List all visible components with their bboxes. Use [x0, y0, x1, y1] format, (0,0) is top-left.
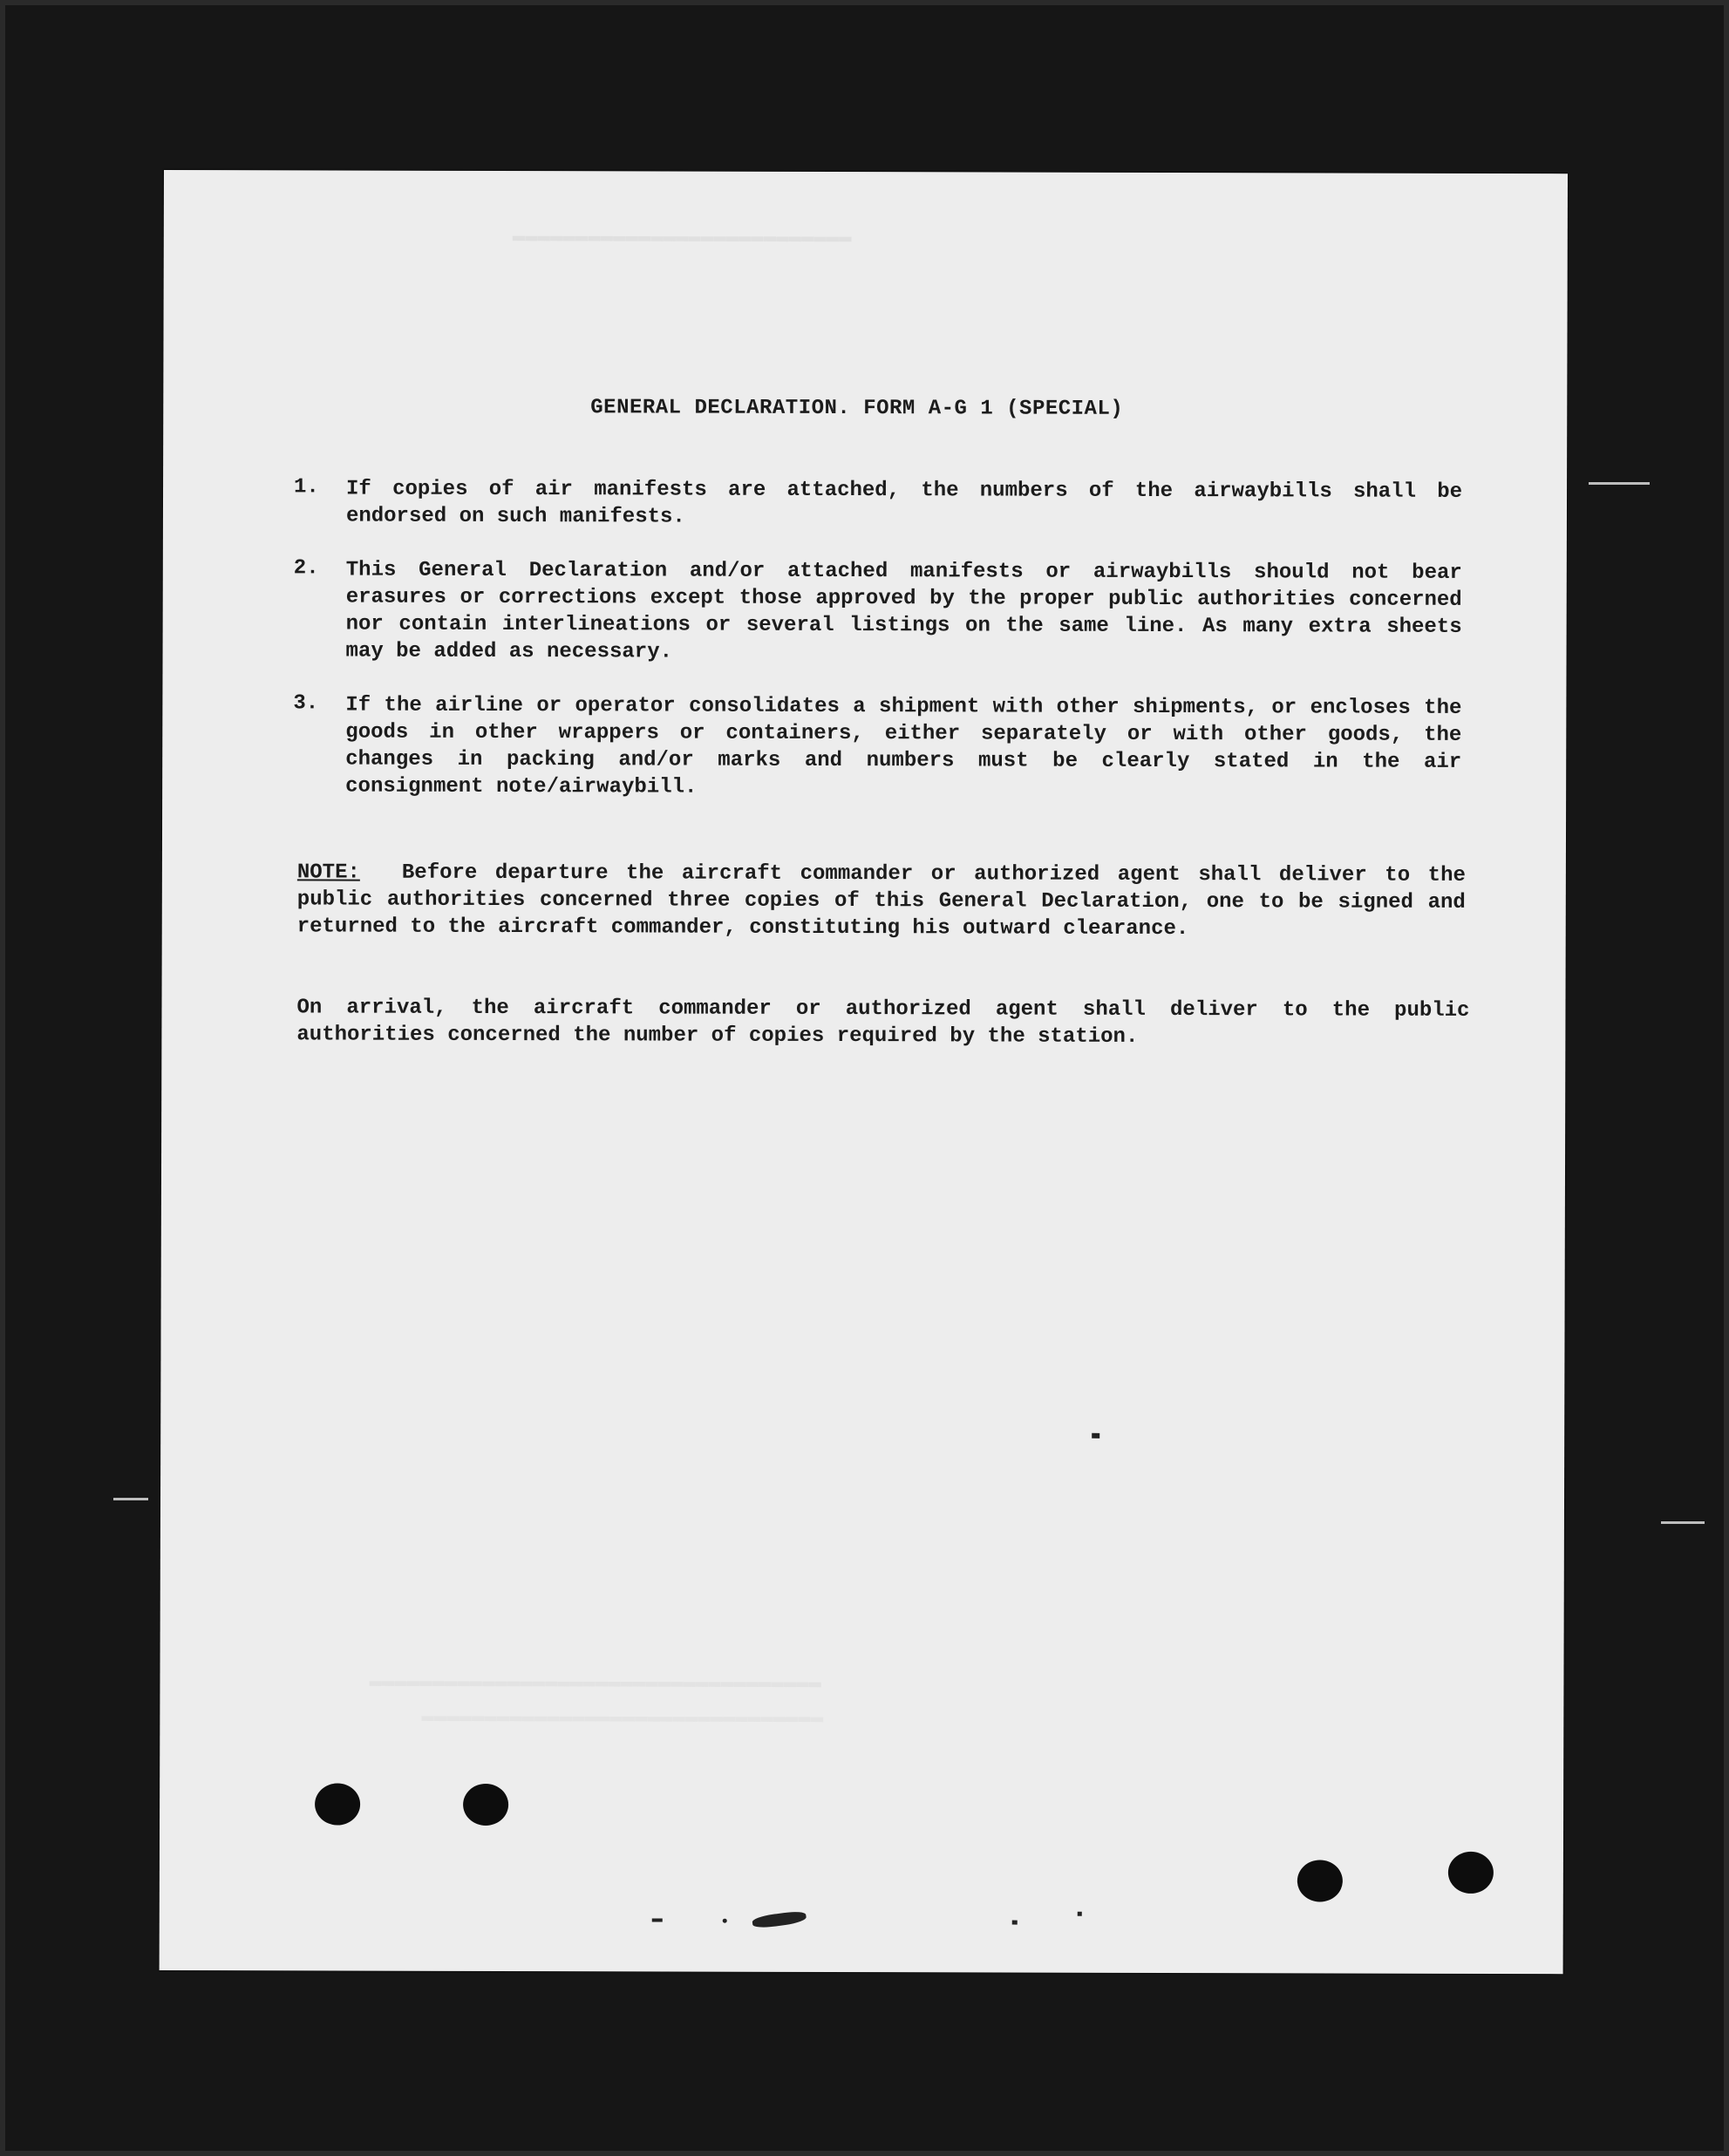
- punch-hole: [1448, 1852, 1494, 1894]
- document-title: GENERAL DECLARATION. FORM A-G 1 (SPECIAL): [590, 396, 1124, 421]
- note-text: Before departure the aircraft commander or authorized agent shall deliver to the public authorities concerned three copies of this General Declaration, one to be signed and returned to the aircraft commander, constituting his outward clearance.: [296, 860, 1466, 942]
- item-text: If copies of air manifests are attached, the numbers of the airwaybills shall be endorsed on such manifests.: [345, 477, 1463, 529]
- item-number: 3.: [293, 691, 319, 716]
- list-item: [293, 691, 1461, 803]
- ink-smudge: [752, 1910, 807, 1929]
- item-text: This General Declaration and/or attached manifests or airwaybills should not bear erasures or corrections except those approved by the proper public authorities concerned nor contain interlineations or several listings on the same line. As many extra sheets may be added as necessary.: [345, 558, 1462, 664]
- bleed-through-text: ▬▬▬▬▬▬▬▬▬▬▬▬▬▬▬▬▬▬▬▬▬▬▬▬▬▬▬: [512, 225, 852, 250]
- note-paragraph: [297, 859, 1466, 943]
- instruction-list: [293, 475, 1462, 830]
- bleed-through-text: ▬▬▬▬▬▬▬▬▬▬▬▬▬▬▬▬▬▬▬▬▬▬▬▬▬▬▬▬▬▬▬▬▬▬▬▬: [369, 1670, 821, 1695]
- note-label: NOTE:: [296, 860, 360, 885]
- ink-speck: [1092, 1433, 1099, 1438]
- punch-hole: [463, 1784, 508, 1826]
- punch-hole: [1297, 1860, 1343, 1901]
- ink-speck: [1012, 1921, 1018, 1925]
- item-text: If the airline or operator consolidates a shipment with other shipments, or encloses the goods in other wrappers or containers, either separately or with other goods, the changes in packing and/or marks and numbers must be clearly stated in the air consignment note/airwaybill.: [345, 693, 1462, 799]
- list-item: [294, 556, 1462, 668]
- item-number: 2.: [293, 556, 319, 581]
- arrival-paragraph: On arrival, the aircraft commander or authorized agent shall deliver to the public authorities concerned the number of copies required by the station.: [296, 996, 1470, 1049]
- scan-edge-mark: [1661, 1521, 1705, 1524]
- item-number: 1.: [294, 475, 319, 500]
- punch-hole: [315, 1783, 360, 1825]
- ink-speck: [652, 1918, 663, 1921]
- bleed-through-text: ▬▬▬▬▬▬▬▬▬▬▬▬▬▬▬▬▬▬▬▬▬▬▬▬▬▬▬▬▬▬▬▬: [421, 1704, 824, 1730]
- document-page: [160, 170, 1568, 1974]
- list-item: [294, 475, 1462, 533]
- ink-speck: [723, 1919, 727, 1923]
- ink-speck: [1078, 1912, 1082, 1916]
- scan-edge-mark: [1589, 482, 1650, 485]
- scan-edge-mark: [113, 1498, 148, 1500]
